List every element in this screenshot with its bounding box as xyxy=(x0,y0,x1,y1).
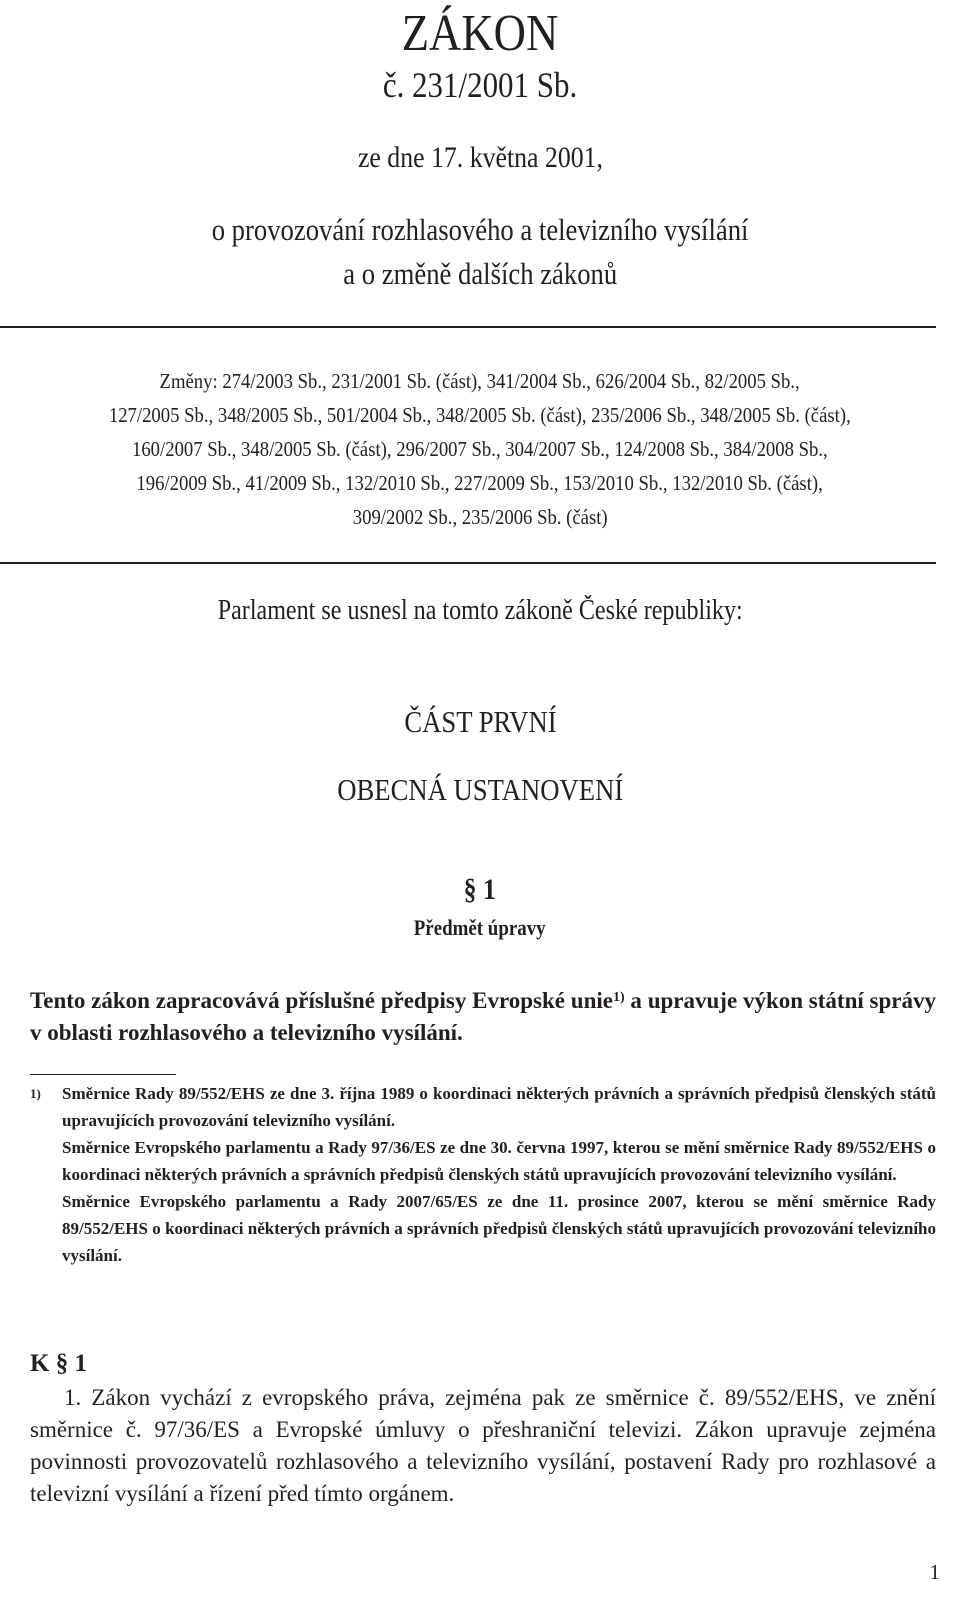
amendments-line: 309/2002 Sb., 235/2006 Sb. (část) xyxy=(352,505,608,529)
top-divider xyxy=(0,326,936,328)
law-title: ZÁKON xyxy=(401,5,559,62)
amendments-line: 127/2005 Sb., 348/2005 Sb., 501/2004 Sb., 348/2005 Sb. (část), 235/2006 Sb., 348/2005 Sb. (část), xyxy=(109,403,851,427)
commentary-heading: K § 1 xyxy=(30,1350,87,1377)
footnote xyxy=(62,1080,936,1269)
amendments-list xyxy=(0,364,960,534)
section-title: Předmět úpravy xyxy=(414,915,546,940)
page-number: 1 xyxy=(929,1560,940,1584)
part-label: ČÁST PRVNÍ xyxy=(403,704,557,739)
law-date: ze dne 17. května 2001, xyxy=(357,141,603,174)
law-subject-line-1: o provozování rozhlasového a televizního vysílání xyxy=(211,212,749,247)
footnote-reference[interactable]: 1) xyxy=(612,990,625,1005)
section-text: Tento zákon zapracovává příslušné předpisy Evropské unie$^{1)}$ a upravuje výkon státní správy v oblasti rozhlasového a televizního vysílání. xyxy=(30,988,936,1045)
footnote-paragraph: Směrnice Rady 89/552/EHS ze dne 3. října 1989 o koordinaci některých právních a správních předpisů členských států upravujících provozování televizního vysílání. xyxy=(62,1084,936,1130)
footnote-paragraph: Směrnice Evropského parlamentu a Rady 97/36/ES ze dne 30. června 1997, kterou se mění směrnice Rady 89/552/EHS o koordinaci některých právních a správních předpisů členských států upravujících provozování televizního vysílání. xyxy=(62,1138,936,1184)
amendments-divider xyxy=(0,562,936,564)
part-title: OBECNÁ USTANOVENÍ xyxy=(337,772,623,807)
footnote-paragraph: Směrnice Evropského parlamentu a Rady 2007/65/ES ze dne 11. prosince 2007, kterou se mění směrnice Rady 89/552/EHS o koordinaci některých právních a správních předpisů členských států upravujících provozování televizního vysílání. xyxy=(62,1192,936,1265)
enactment-clause: Parlament se usnesl na tomto zákoně České republiky: xyxy=(217,595,743,626)
amendments-line: 196/2009 Sb., 41/2009 Sb., 132/2010 Sb., 227/2009 Sb., 153/2010 Sb., 132/2010 Sb. (část), xyxy=(136,471,824,495)
footnote-marker: 1) xyxy=(30,1086,41,1101)
amendments-line: Změny: 274/2003 Sb., 231/2001 Sb. (část), 341/2004 Sb., 626/2004 Sb., 82/2005 Sb., xyxy=(159,369,801,393)
law-subject-line-2: a o změně dalších zákonů xyxy=(343,256,617,291)
footnote-divider xyxy=(30,1074,176,1075)
law-number: č. 231/2001 Sb. xyxy=(382,65,578,105)
amendments-line: 160/2007 Sb., 348/2005 Sb. (část), 296/2007 Sb., 304/2007 Sb., 124/2008 Sb., 384/2008 Sb., xyxy=(132,437,828,461)
commentary-text: 1. Zákon vychází z evropského práva, zejména pak ze směrnice č. 89/552/EHS, ve znění směrnice č. 97/36/ES a Evropské úmluvy o přeshraniční televizi. Zákon upravuje zejména povinnosti provozovatelů rozhlasového a televizního vysílání, postavení Rady pro rozhlasové a televizní vysílání a řízení před tímto orgánem. xyxy=(30,1385,936,1506)
section-number: § 1 xyxy=(463,873,497,906)
